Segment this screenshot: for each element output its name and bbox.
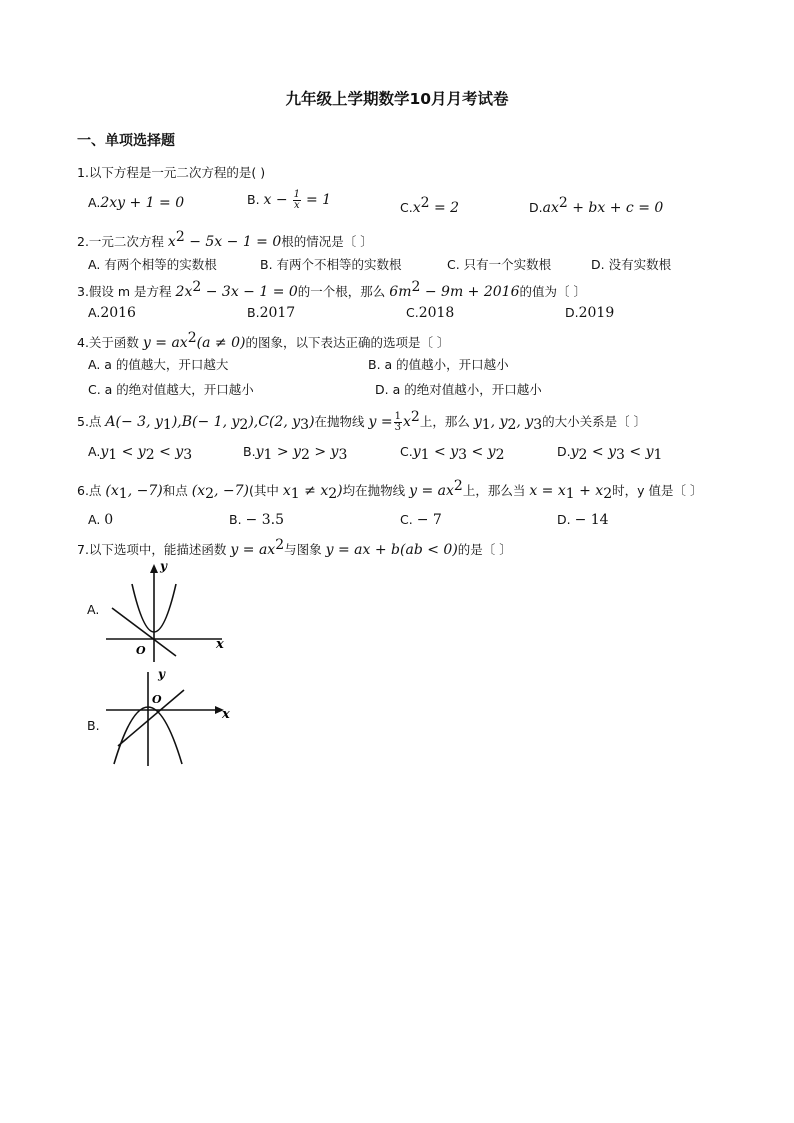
question-2-option-b: B. 有两个不相等的实数根 [260, 257, 402, 272]
question-7-graph-a [100, 558, 240, 668]
axis-label-y: y [160, 559, 167, 573]
question-5-option-a: $A.y_1 < y_2 < y_3$ [88, 444, 193, 463]
question-5-option-c: $C.y_1 < y_3 < y_2$ [400, 444, 505, 463]
question-1-option-a: A.2xy + 1 = 0 [88, 195, 185, 211]
question-2-option-a: A. 有两个相等的实数根 [88, 257, 217, 272]
question-1-option-c: $C.x^2 = 2$ [400, 195, 460, 216]
question-7-stem: 7.以下选项中，能描述函数 $y = ax^2$与图象 y = ax + b(ab < 0)的是〔 〕 [77, 537, 512, 558]
question-1-option-d: $D.ax^2$ + bx + c = 0 [529, 195, 664, 216]
question-5-stem: 5.点 A(− 3, $y_1),B(- 1$, $y_2),C(2$, $y_3$)在抛物线 y = $\frac{1}{3}$ $x^2$上，那么 $y_1$, $y_2$, $y_3$的大小关系是〔 〕 [77, 409, 647, 433]
question-6-option-c: C. − 7 [400, 512, 442, 528]
question-3-option-b: B.2017 [247, 305, 296, 321]
question-2-stem: 2.一元二次方程 $x^2 - 5x - 1 = 0$根的情况是〔 〕 [77, 229, 373, 250]
section-heading: 一、单项选择题 [77, 133, 175, 149]
question-3-option-a: A.2016 [88, 305, 136, 321]
axis-label-x: x [222, 707, 230, 722]
straight-line [118, 690, 184, 746]
question-7-option-b-label: B. [87, 718, 100, 733]
question-6-option-b: B. − 3.5 [229, 512, 284, 528]
question-7-graph-b [100, 662, 240, 772]
page-title: 九年级上学期数学10月月考试卷 [285, 90, 509, 108]
origin-label: O [152, 693, 162, 706]
question-2-option-c: C. 只有一个实数根 [447, 257, 552, 272]
question-3-option-c: C.2018 [406, 305, 455, 321]
origin-label: O [136, 644, 146, 657]
question-4-option-c: C. a 的绝对值越大，开口越小 [88, 382, 254, 397]
question-4-option-a: A. a 的值越大，开口越大 [88, 357, 229, 372]
axis-label-x: x [216, 637, 224, 652]
question-3-stem: 3.假设 m 是方程 $2x^2 - 3x - 1 = 0$的一个根，那么 $6m^2 - 9m + 2016$的值为〔 〕 [77, 279, 586, 300]
question-5-option-b: $B.y_1 > y_2 > y_3$ [243, 444, 348, 463]
axis-label-y: y [158, 667, 165, 681]
question-1-option-b: B. x − $\frac{1}{x}$ = 1 [247, 189, 332, 211]
question-5-option-d: $D.y_2 < y_3 < y_1$ [557, 444, 663, 463]
question-4-option-b: B. a 的值越小，开口越小 [368, 357, 509, 372]
y-axis-arrow [150, 564, 158, 573]
question-2-option-d: D. 没有实数根 [591, 257, 672, 272]
question-4-option-d: D. a 的绝对值越小，开口越小 [375, 382, 542, 397]
question-3-option-d: D.2019 [565, 305, 615, 321]
question-4-stem: 4.关于函数 $y = ax^2(a \ne 0)$的图象，以下表达正确的选项是〔 〕 [77, 330, 450, 351]
question-6-option-d: D. − 14 [557, 512, 609, 528]
question-6-option-a: A. 0 [88, 512, 114, 528]
question-7-option-a-label: A. [87, 602, 100, 617]
question-6-stem: 6.点 ($x_1$, −7)和点 ($x_2$, −7)(其中 $x_1 \ne x_2$)均在抛物线 $y = ax^2$上，那么当 $x = x_1 + x_2$时，y 值是〔 〕 [77, 478, 703, 502]
question-1-stem: 1.以下方程是一元二次方程的是( ) [77, 165, 266, 180]
